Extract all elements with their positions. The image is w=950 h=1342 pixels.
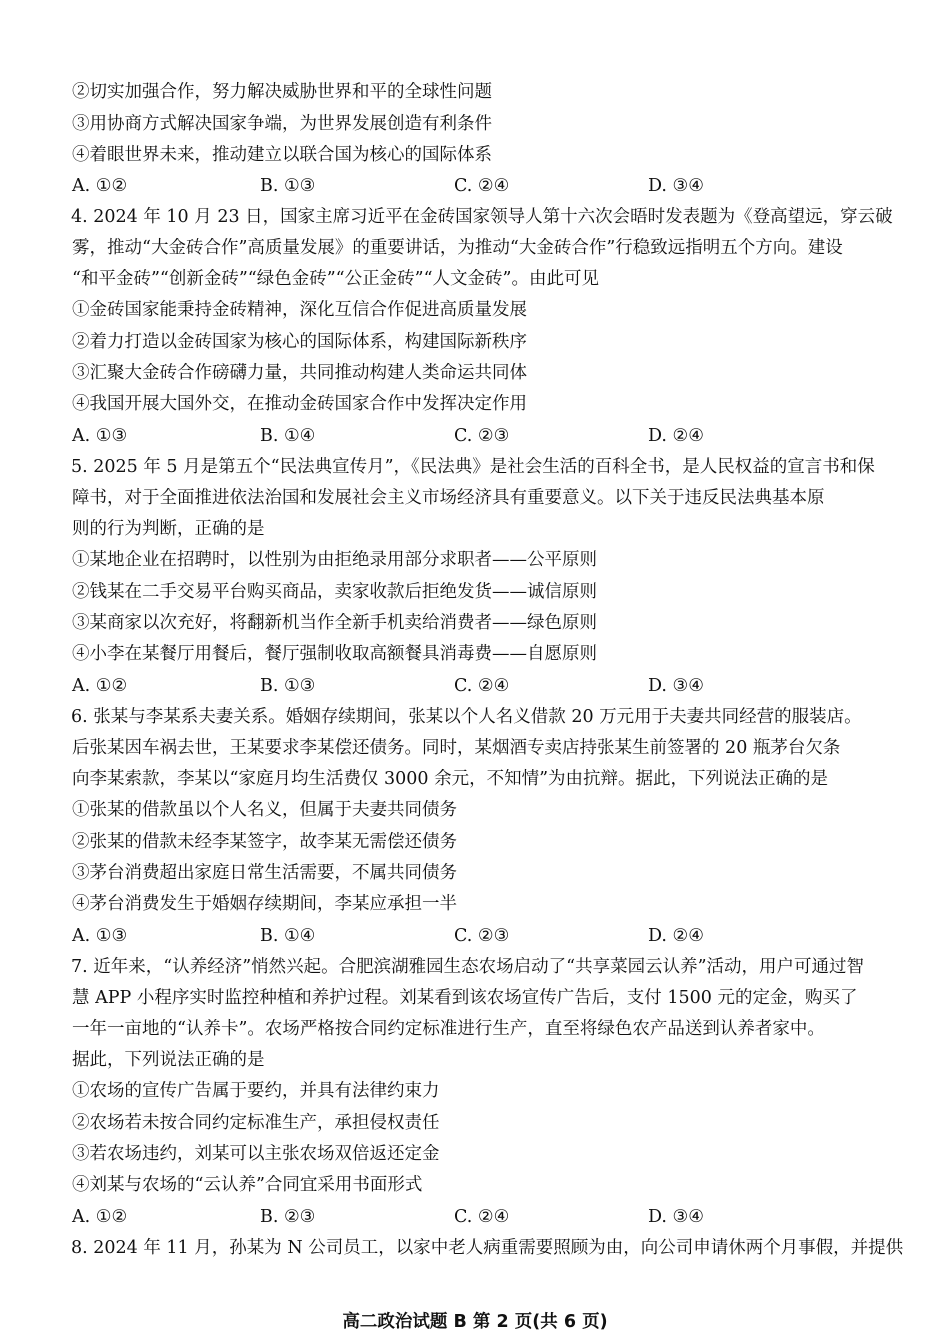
q5-stem-line-1: 5. 2025 年 5 月是第五个“民法典宣传月”，《民法典》是社会生活的百科全书，是人民权益的宣言书和保 (71, 457, 875, 477)
q8-stem-line-1: 8. 2024 年 11 月，孙某为 N 公司员工，以家中老人病重需要照顾为由，向公司申请休两个月事假，并提供 (71, 1238, 904, 1258)
q4-choice-b[interactable]: B. ①④ (260, 426, 316, 446)
q4-statement-1: ①金砖国家能秉持金砖精神，深化互信合作促进高质量发展 (72, 300, 527, 320)
q4-choice-a[interactable]: A. ①③ (72, 426, 128, 446)
q4-statement-4: ④我国开展大国外交，在推动金砖国家合作中发挥决定作用 (72, 394, 527, 414)
q6-choice-c[interactable]: C. ②③ (454, 926, 510, 946)
q7-stem-line-2: 慧 APP 小程序实时监控种植和养护过程。刘某看到该农场宣传广告后，支付 1500 元的定金，购买了 (72, 988, 858, 1008)
q4-statement-3: ③汇聚大金砖合作磅礴力量，共同推动构建人类命运共同体 (72, 363, 527, 383)
q6-statement-3: ③茅台消费超出家庭日常生活需要，不属共同债务 (72, 863, 457, 883)
q5-choice-d[interactable]: D. ③④ (648, 676, 704, 696)
q4-statement-2: ②着力打造以金砖国家为核心的国际体系，构建国际新秩序 (72, 332, 527, 352)
q6-choice-d[interactable]: D. ②④ (648, 926, 704, 946)
q7-choice-a[interactable]: A. ①② (72, 1207, 128, 1227)
q6-stem-line-2: 后张某因车祸去世，王某要求李某偿还债务。同时，某烟酒专卖店持张某生前签署的 20 瓶茅台欠条 (72, 738, 841, 758)
q7-choice-c[interactable]: C. ②④ (454, 1207, 510, 1227)
q4-stem-line-3: “和平金砖”“创新金砖”“绿色金砖”“公正金砖”“人文金砖”。由此可见 (72, 269, 599, 289)
q6-statement-2: ②张某的借款未经李某签字，故李某无需偿还债务 (72, 832, 457, 852)
q5-stem-line-3: 则的行为判断，正确的是 (72, 519, 265, 539)
q6-statement-1: ①张某的借款虽以个人名义，但属于夫妻共同债务 (72, 800, 457, 820)
q5-choice-a[interactable]: A. ①② (72, 676, 128, 696)
q3-statement-2: ②切实加强合作，努力解决威胁世界和平的全球性问题 (72, 82, 492, 102)
page-footer: 高二政治试题 B 第 2 页(共 6 页) (342, 1312, 608, 1332)
q6-stem-line-1: 6. 张某与李某系夫妻关系。婚姻存续期间，张某以个人名义借款 20 万元用于夫妻共同经营的服装店。 (71, 707, 862, 727)
q7-stem-line-4: 据此，下列说法正确的是 (72, 1050, 265, 1070)
q4-choice-d[interactable]: D. ②④ (648, 426, 704, 446)
q3-choice-b[interactable]: B. ①③ (260, 176, 316, 196)
q5-statement-2: ②钱某在二手交易平台购买商品，卖家收款后拒绝发货——诚信原则 (72, 582, 597, 602)
q6-statement-4: ④茅台消费发生于婚姻存续期间，李某应承担一半 (72, 894, 457, 914)
q5-choice-c[interactable]: C. ②④ (454, 676, 510, 696)
q4-stem-line-2: 雾，推动“大金砖合作”高质量发展》的重要讲话，为推动“大金砖合作”行稳致远指明五个方向。建设 (72, 238, 843, 258)
q5-statement-3: ③某商家以次充好，将翻新机当作全新手机卖给消费者——绿色原则 (72, 613, 597, 633)
q7-choice-b[interactable]: B. ②③ (260, 1207, 316, 1227)
q7-stem-line-1: 7. 近年来，“认养经济”悄然兴起。合肥滨湖雅园生态农场启动了“共享菜园云认养”活动，用户可通过智 (71, 957, 865, 977)
q6-choice-a[interactable]: A. ①③ (72, 926, 128, 946)
q5-choice-b[interactable]: B. ①③ (260, 676, 316, 696)
q6-stem-line-3: 向李某索款，李某以“家庭月均生活费仅 3000 余元，不知情”为由抗辩。据此，下列说法正确的是 (72, 769, 829, 789)
q6-choice-b[interactable]: B. ①④ (260, 926, 316, 946)
q5-statement-4: ④小李在某餐厅用餐后，餐厅强制收取高额餐具消毒费——自愿原则 (72, 644, 597, 664)
q3-statement-3: ③用协商方式解决国家争端，为世界发展创造有利条件 (72, 114, 492, 134)
q4-choice-c[interactable]: C. ②③ (454, 426, 510, 446)
q7-statement-3: ③若农场违约，刘某可以主张农场双倍返还定金 (72, 1144, 440, 1164)
q7-statement-1: ①农场的宣传广告属于要约，并具有法律约束力 (72, 1081, 440, 1101)
q3-choice-c[interactable]: C. ②④ (454, 176, 510, 196)
q3-statement-4: ④着眼世界未来，推动建立以联合国为核心的国际体系 (72, 145, 492, 165)
q5-statement-1: ①某地企业在招聘时，以性别为由拒绝录用部分求职者——公平原则 (72, 550, 597, 570)
q3-choice-d[interactable]: D. ③④ (648, 176, 704, 196)
q4-stem-line-1: 4. 2024 年 10 月 23 日，国家主席习近平在金砖国家领导人第十六次会晤时发表题为《登高望远，穿云破 (71, 207, 893, 227)
q7-statement-4: ④刘某与农场的“云认养”合同宜采用书面形式 (72, 1175, 423, 1195)
q7-choice-d[interactable]: D. ③④ (648, 1207, 704, 1227)
q5-stem-line-2: 障书，对于全面推进依法治国和发展社会主义市场经济具有重要意义。以下关于违反民法典基本原 (72, 488, 825, 508)
q3-choice-a[interactable]: A. ①② (72, 176, 128, 196)
q7-statement-2: ②农场若未按合同约定标准生产，承担侵权责任 (72, 1113, 440, 1133)
q7-stem-line-3: 一年一亩地的“认养卡”。农场严格按合同约定标准进行生产，直至将绿色农产品送到认养者家中。 (72, 1019, 825, 1039)
